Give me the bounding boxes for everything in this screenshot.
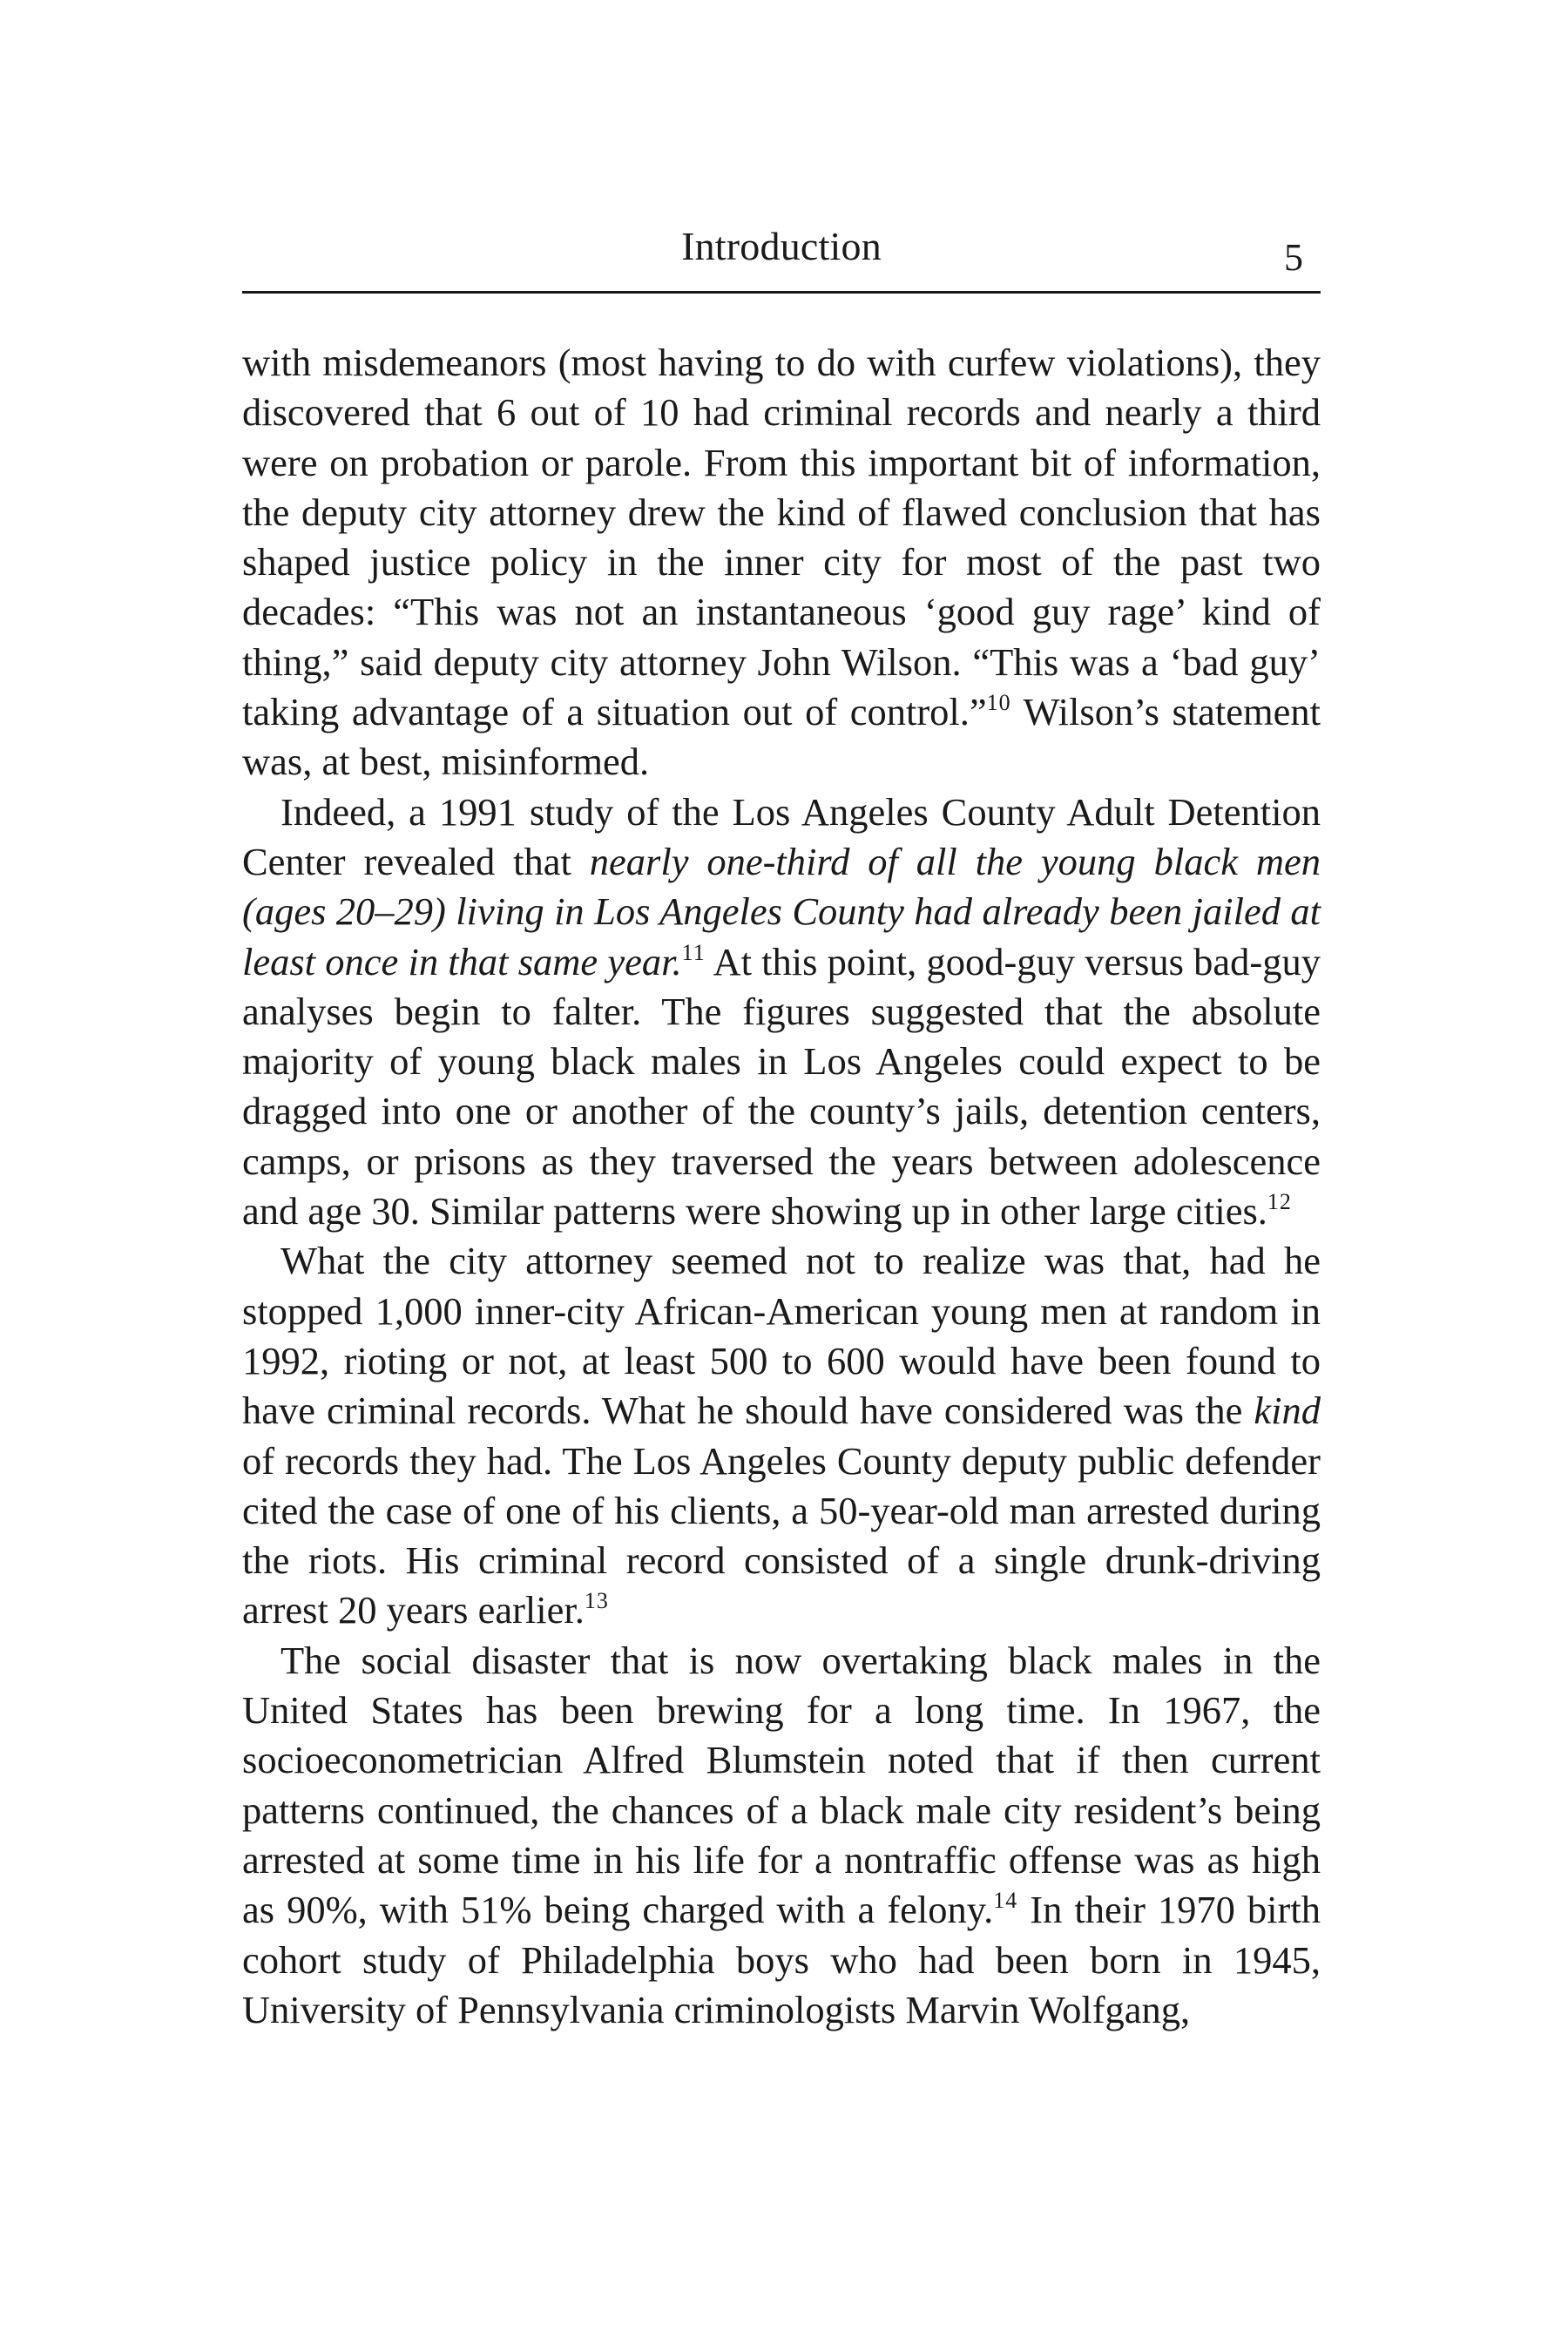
- running-head: [242, 218, 1321, 279]
- paragraph-detention-study: [242, 787, 1321, 1237]
- emphasis-text: kind: [1254, 1389, 1321, 1433]
- text-run: Wilson’s statement was, at best, misinformed.: [242, 690, 1321, 784]
- text-run: with misdemeanors (most having to do with curfew violations), they discovered that 6 out of 10 had criminal records and nearly a third were on probation or parole. From this important bit of information, the deputy city attorney drew the kind of flawed conclusion that has shaped justice policy in the inner city for most of the past two decades: “This was not an instantaneous ‘good guy rage’ kind of thing,” said deputy city attorney John Wilson. “This was a ‘bad guy’ taking advantage of a situation out of control.”: [242, 341, 1321, 734]
- text-run: What the city attorney seemed not to realize was that, had he stopped 1,000 inner-city African-American young men at random in 1992, rioting or not, at least 500 to 600 would have been found to have criminal records. What he should have considered was the: [242, 1239, 1321, 1433]
- text-run: of records they had. The Los Angeles County deputy public defender cited the case of one of his clients, a 50-year-old man arrested during the riots. His criminal record consisted of a single drunk-driving arrest 20 years earlier.: [242, 1438, 1321, 1632]
- header-rule: [242, 291, 1321, 294]
- text-run: The social disaster that is now overtaking black males in the United States has been brewing for a long time. In 1967, the socioeconometrician Alfred Blumstein noted that if then current patterns continued, the chances of a black male city resident’s being arrested at some time in his life for a nontraffic offense was as high as 90%, with 51% being charged with a felony.: [242, 1638, 1321, 1932]
- body-text: [242, 338, 1321, 2035]
- footnote-ref-14: 14: [993, 1888, 1018, 1914]
- footnote-ref-13: 13: [584, 1588, 609, 1614]
- footnote-ref-12: 12: [1267, 1189, 1292, 1215]
- footnote-ref-11: 11: [681, 939, 706, 965]
- running-head-title: Introduction: [681, 224, 882, 268]
- page-number: 5: [1284, 236, 1303, 279]
- paragraph-continued: [242, 338, 1321, 787]
- emphasis-text: nearly one-third of all the young black men (ages 20–29) living in Los Angeles County had already been jailed at least once in that same year.: [242, 839, 1321, 983]
- text-run: Indeed, a 1991 study of the Los Angeles County Adult Detention Center revealed that: [242, 789, 1321, 883]
- text-run: At this point, good-guy versus bad-guy analyses begin to falter. The figures suggested that the absolute majority of young black males in Los Angeles could expect to be dragged into one or another of the county’s jails, detention centers, camps, or prisons as they traversed the years between adolescence and age 30. Similar patterns were showing up in other large cities.: [242, 939, 1321, 1233]
- paragraph-social-disaster: [242, 1636, 1321, 2035]
- paragraph-city-attorney: [242, 1236, 1321, 1635]
- footnote-ref-10: 10: [986, 690, 1011, 716]
- text-run: In their 1970 birth cohort study of Philadelphia boys who had been born in 1945, University of Pennsylvania criminologists Marvin Wolfgang,: [242, 1888, 1321, 2031]
